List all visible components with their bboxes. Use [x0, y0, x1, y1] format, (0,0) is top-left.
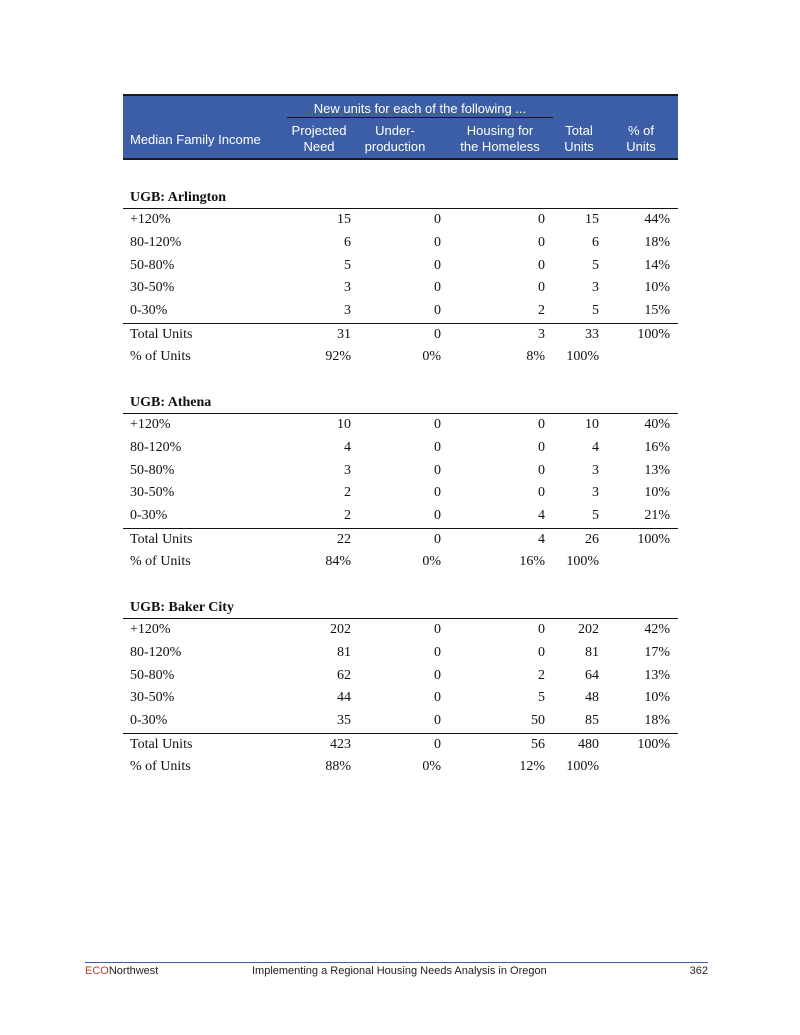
cell-homeless: 0 [538, 257, 545, 273]
cell-projected: 4 [344, 439, 351, 455]
cell-pct: 18% [644, 234, 670, 250]
cell-under: 0 [434, 644, 441, 660]
cell-pct: 13% [644, 462, 670, 478]
cell-homeless: 0 [538, 485, 545, 501]
cell-under: 0 [434, 326, 441, 342]
cell-pct: 42% [644, 622, 670, 637]
cell-under: 0 [434, 280, 441, 296]
housing-needs-table [123, 94, 678, 774]
footer-brand: ECONorthwest [85, 965, 159, 977]
cell-homeless: 2 [538, 667, 545, 683]
cell-under: 0 [434, 531, 441, 547]
pct-row [123, 756, 678, 779]
cell-total: 5 [592, 508, 599, 524]
row-label: 50-80% [130, 462, 175, 478]
cell-total: 85 [585, 713, 599, 729]
section-block [123, 597, 678, 779]
cell-projected: 15 [337, 212, 351, 227]
table-header [123, 94, 678, 160]
row-label: 30-50% [130, 690, 175, 706]
header-group-label: New units for each of the following ... [313, 101, 527, 116]
cell-pct: 17% [644, 644, 670, 660]
row-label: 30-50% [130, 280, 175, 296]
row-label: % of Units [130, 758, 191, 774]
cell-total: 5 [592, 303, 599, 319]
cell-pct: 100% [637, 326, 670, 342]
table-row [123, 482, 678, 505]
header-median-family-income: Median Family Income [130, 132, 261, 147]
cell-projected: 2 [344, 485, 351, 501]
cell-total: 33 [585, 326, 599, 342]
cell-total: 48 [585, 690, 599, 706]
cell-homeless: 0 [538, 462, 545, 478]
cell-under: 0 [434, 303, 441, 319]
cell-total: 6 [592, 234, 599, 250]
cell-total: 480 [578, 736, 599, 752]
cell-homeless: 0 [538, 280, 545, 296]
cell-projected: 5 [344, 257, 351, 273]
cell-projected: 84% [325, 553, 351, 569]
cell-total: 10 [585, 417, 599, 432]
table-row [123, 437, 678, 460]
cell-pct: 44% [644, 212, 670, 227]
cell-projected: 44 [337, 690, 351, 706]
cell-under: 0 [434, 462, 441, 478]
cell-total: 100% [566, 553, 599, 569]
row-label: +120% [130, 622, 171, 637]
section-title: UGB: Baker City [123, 597, 678, 619]
cell-pct: 10% [644, 690, 670, 706]
table-row [123, 665, 678, 688]
cell-homeless: 50 [531, 713, 545, 729]
table-row [123, 300, 678, 323]
section-title: UGB: Arlington [123, 187, 678, 209]
row-label: +120% [130, 212, 171, 227]
row-label: 80-120% [130, 439, 182, 455]
cell-homeless: 4 [538, 508, 545, 524]
cell-total: 202 [578, 622, 599, 637]
cell-projected: 423 [330, 736, 351, 752]
cell-under: 0 [434, 622, 441, 637]
table-row [123, 232, 678, 255]
header-group-divider [287, 117, 553, 118]
cell-total: 5 [592, 257, 599, 273]
cell-under: 0 [434, 257, 441, 273]
cell-total: 81 [585, 644, 599, 660]
cell-projected: 2 [344, 508, 351, 524]
section-title: UGB: Athena [123, 392, 678, 414]
table-row [123, 414, 678, 437]
cell-pct: 10% [644, 280, 670, 296]
table-row [123, 687, 678, 710]
row-label: 80-120% [130, 234, 182, 250]
header-projected-need: Projected Need [291, 123, 347, 154]
row-label: % of Units [130, 553, 191, 569]
cell-total: 26 [585, 531, 599, 547]
table-row [123, 619, 678, 642]
cell-pct: 100% [637, 736, 670, 752]
cell-pct: 14% [644, 257, 670, 273]
cell-under: 0% [422, 348, 441, 364]
cell-homeless: 5 [538, 690, 545, 706]
cell-homeless: 16% [519, 553, 545, 569]
row-label: Total Units [130, 326, 193, 342]
cell-under: 0 [434, 417, 441, 432]
table-row [123, 710, 678, 733]
total-row [123, 323, 678, 346]
cell-under: 0 [434, 485, 441, 501]
cell-homeless: 0 [538, 622, 545, 637]
cell-projected: 3 [344, 303, 351, 319]
cell-total: 15 [585, 212, 599, 227]
row-label: 0-30% [130, 713, 168, 729]
cell-homeless: 12% [519, 758, 545, 774]
footer-page-number: 362 [689, 965, 708, 977]
cell-total: 4 [592, 439, 599, 455]
cell-total: 64 [585, 667, 599, 683]
cell-projected: 6 [344, 234, 351, 250]
header-underproduction: Under- production [364, 123, 426, 154]
cell-homeless: 0 [538, 212, 545, 227]
table-row [123, 277, 678, 300]
cell-under: 0% [422, 553, 441, 569]
cell-projected: 3 [344, 280, 351, 296]
cell-under: 0 [434, 667, 441, 683]
row-label: +120% [130, 417, 171, 432]
cell-homeless: 56 [531, 736, 545, 752]
cell-under: 0 [434, 234, 441, 250]
cell-total: 100% [566, 758, 599, 774]
row-label: Total Units [130, 736, 193, 752]
cell-projected: 3 [344, 462, 351, 478]
cell-homeless: 4 [538, 531, 545, 547]
header-pct-units: % of Units [626, 123, 656, 154]
cell-pct: 18% [644, 713, 670, 729]
footer-divider [85, 962, 708, 963]
header-housing-homeless: Housing for the Homeless [460, 123, 540, 154]
cell-total: 3 [592, 462, 599, 478]
row-label: 50-80% [130, 257, 175, 273]
cell-pct: 15% [644, 303, 670, 319]
footer-document-title: Implementing a Regional Housing Needs Analysis in Oregon [252, 965, 547, 977]
cell-homeless: 0 [538, 234, 545, 250]
table-row [123, 209, 678, 232]
pct-row [123, 551, 678, 574]
header-total-units: Total Units [564, 123, 594, 154]
cell-projected: 88% [325, 758, 351, 774]
cell-pct: 100% [637, 531, 670, 547]
cell-homeless: 0 [538, 644, 545, 660]
cell-pct: 16% [644, 439, 670, 455]
row-label: 0-30% [130, 303, 168, 319]
pct-row [123, 346, 678, 369]
table-row [123, 460, 678, 483]
cell-homeless: 3 [538, 326, 545, 342]
cell-projected: 202 [330, 622, 351, 637]
cell-under: 0 [434, 736, 441, 752]
cell-projected: 22 [337, 531, 351, 547]
cell-homeless: 0 [538, 439, 545, 455]
row-label: 0-30% [130, 508, 168, 524]
row-label: 80-120% [130, 644, 182, 660]
row-label: % of Units [130, 348, 191, 364]
cell-under: 0 [434, 713, 441, 729]
cell-projected: 10 [337, 417, 351, 432]
cell-total: 100% [566, 348, 599, 364]
table-row [123, 255, 678, 278]
cell-pct: 40% [644, 417, 670, 432]
row-label: 50-80% [130, 667, 175, 683]
cell-under: 0 [434, 508, 441, 524]
cell-homeless: 8% [526, 348, 545, 364]
row-label: 30-50% [130, 485, 175, 501]
cell-total: 3 [592, 485, 599, 501]
cell-projected: 92% [325, 348, 351, 364]
cell-pct: 13% [644, 667, 670, 683]
section-block [123, 392, 678, 574]
cell-under: 0 [434, 212, 441, 227]
cell-projected: 31 [337, 326, 351, 342]
table-row [123, 505, 678, 528]
table-row [123, 642, 678, 665]
cell-projected: 62 [337, 667, 351, 683]
total-row [123, 733, 678, 756]
section-block [123, 187, 678, 369]
cell-homeless: 0 [538, 417, 545, 432]
cell-under: 0 [434, 690, 441, 706]
cell-total: 3 [592, 280, 599, 296]
cell-pct: 10% [644, 485, 670, 501]
total-row [123, 528, 678, 551]
cell-projected: 81 [337, 644, 351, 660]
cell-projected: 35 [337, 713, 351, 729]
cell-under: 0% [422, 758, 441, 774]
cell-pct: 21% [644, 508, 670, 524]
row-label: Total Units [130, 531, 193, 547]
cell-homeless: 2 [538, 303, 545, 319]
cell-under: 0 [434, 439, 441, 455]
